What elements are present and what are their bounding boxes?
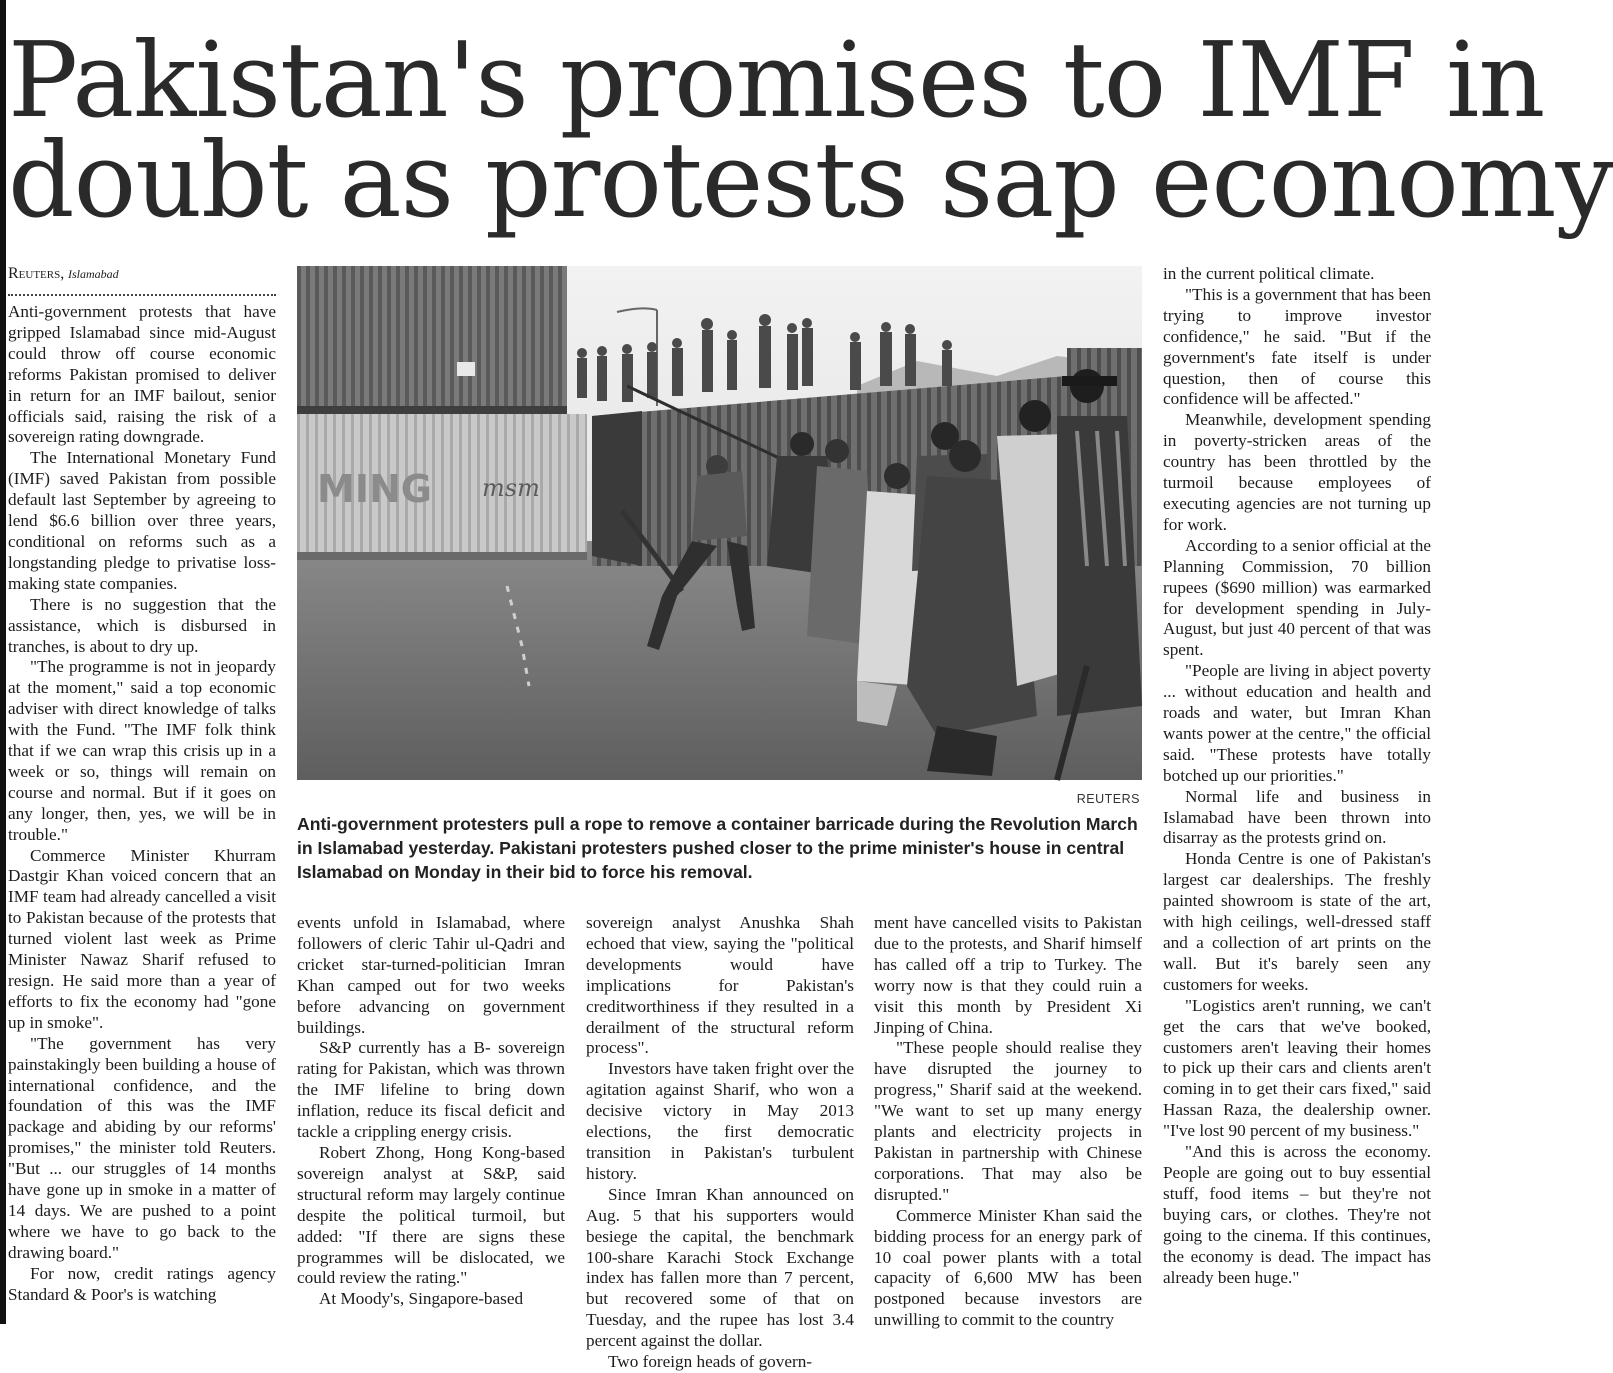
headline-line-1: Pakistan's promises to IMF in [8,19,1545,141]
page-edge-rule [0,0,6,1324]
protest-photo-illustration [297,266,1142,780]
paragraph: Normal life and business in Islamabad have been thrown into disarray as the protests grind on. [1163,786,1431,848]
container-top-edge [297,406,567,414]
paragraph: There is no suggestion that the assistance, which is disbursed in tranches, is about to dry up. [8,594,276,656]
article-column-3 [586,913,854,1372]
byline-place: Islamabad [67,267,119,281]
paragraph: "People are living in abject poverty ... without education and health and roads and water, but Imran Khan wants power at the centre," the official said. "These protests have totally botched up our priorities." [1163,661,1431,785]
paragraph: Since Imran Khan announced on Aug. 5 that his supporters would besiege the capital, the benchmark 100-share Karachi Stock Exchange index has fallen more than 7 percent, but recovered some of that on Tuesday, and the rupee has lost 3.4 percent against the dollar. [586,1184,854,1351]
paragraph: in the current political climate. [1163,264,1375,283]
byline-agency: Reuters, [8,265,65,282]
paragraph: ment have cancelled visits to Pakistan due to the protests, and Sharif himself has called off a trip to Turkey. The worry now is that they could ruin a visit this month by President Xi Jinping of China. [874,913,1142,1037]
article-column-2 [297,913,565,1324]
tilted-container-door [592,411,642,566]
news-photo [297,266,1142,780]
paragraph: Honda Centre is one of Pakistan's largest car dealerships. The freshly painted showroom is state of the art, with high ceilings, well-dressed staff and a collection of art prints on the wall. But it's barely seen any customers for weeks. [1163,849,1431,994]
article-column-5 [1163,264,1431,1324]
paragraph: "And this is across the economy. People are going out to buy essential stuff, food items – but they're not buying cars, or clothes. They're not going to the cinema. If this continues, the economy is dead. The impact has already been huge." [1163,1142,1431,1287]
photo-credit: REUTERS [1076,792,1140,806]
paragraph: "Logistics aren't running, we can't get the cars that we've booked, customers aren't leaving their homes to pick up their cars and clients aren't coming in to get their cars fixed," said Hassan Raza, the dealership owner. "I've lost 90 percent of my business." [1163,995,1431,1141]
article-column-1 [8,264,276,1324]
paragraph: "These people should realise they have disrupted the journey to progress," Sharif said at the weekend. "We want to set up many energy plants and electricity projects in Pakistan in partnership with Chinese corporations. That may also be disrupted." [874,1038,1142,1204]
paragraph: Investors have taken fright over the agitation against Sharif, who won a decisive victory in May 2013 elections, the first democratic transition in Pakistan's turbulent history. [586,1059,854,1183]
paragraph: "This is a government that has been trying to improve investor confidence," he said. "But if the government's fate itself is under question, then of course this confidence will be affected." [1163,284,1431,409]
paragraph: According to a senior official at the Planning Commission, 70 billion rupees ($690 million) was earmarked for development spending in July-August, but just 40 percent of that was spent. [1163,535,1431,660]
paragraph: "The programme is not in jeopardy at the moment," said a top economic adviser with direct knowledge of talks with the Fund. "The IMF folk think that if we can wrap this crisis up in a week or so, things will remain on course and normal. But if it goes on any longer, then, yes, we will be in trouble." [8,657,276,844]
byline-divider [8,294,276,296]
paragraph: events unfold in Islamabad, where followers of cleric Tahir ul-Qadri and cricket star-turned-politician Imran Khan camped out for two weeks before advancing on government buildings. [297,913,565,1037]
article-column-4 [874,913,1142,1330]
byline [8,264,276,286]
container-bottom-edge [297,552,587,560]
paragraph: "The government has very painstakingly been building a house of international confidence, and the foundation of this was the IMF package and abiding by our reforms' promises," the minister told Reuters. "But ... our struggles of 14 months have gone up in smoke in a matter of 14 days. We are pushed to a point where we have to go back to the drawing board." [8,1033,276,1262]
paragraph: S&P currently has a B- sovereign rating for Pakistan, which was thrown the IMF lifeline to bring down inflation, reduce its fiscal deficit and tackle a crippling energy crisis. [297,1038,565,1142]
paragraph: The International Monetary Fund (IMF) saved Pakistan from possible default last September by agreeing to lend $6.6 billion over three years, conditional on reforms such as a longstanding pledge to privatise loss-making state companies. [8,448,276,593]
photo-caption: Anti-government protesters pull a rope to remove a container barricade during the Revolution March in Islamabad yesterday. Pakistani protesters pushed closer to the prime minister's house in central Islamabad on Monday in their bid to force his removal. [297,814,1138,882]
container-lettering: MING [317,467,432,511]
container-graffiti: msm [482,474,540,502]
paragraph: Robert Zhong, Hong Kong-based sovereign analyst at S&P, said structural reform may largely continue despite the political turmoil, but added: "If there are signs these programmes will be dislocated, we could review the rating." [297,1142,565,1288]
paragraph: Anti-government protests that have gripped Islamabad since mid-August could throw off course economic reforms Pakistan promised to deliver in return for an IMF bailout, senior officials said, raising the risk of a sovereign rating downgrade. [8,302,276,447]
paragraph: For now, credit ratings agency Standard & Poor's is watching [8,1263,276,1304]
headline-line-2: doubt as protests sap economy [8,119,1613,241]
paragraph: Commerce Minister Khurram Dastgir Khan voiced concern that an IMF team had already cancelled a visit to Pakistan because of the protests that turned violent last week as Prime Minister Nawaz Sharif refused to resign. He said more than a year of efforts to fix the economy had "gone up in smoke". [8,845,276,1032]
paragraph: Meanwhile, development spending in poverty-stricken areas of the country has been throttled by the turmoil because employees of executing agencies are not turning up for work. [1163,410,1431,534]
headline [8,19,1613,241]
paragraph: Two foreign heads of govern- [608,1352,813,1372]
paragraph: Commerce Minister Khan said the bidding process for an energy park of 10 coal power plants with a total capacity of 6,600 MW has been postponed because investors are unwilling to commit to the country [874,1205,1142,1330]
paragraph: sovereign analyst Anushka Shah echoed that view, saying the "political developments would have implications for Pakistan's creditworthiness if they resulted in a derailment of the structural reform process". [586,913,854,1058]
container-label-plate [457,362,475,376]
paragraph: At Moody's, Singapore-based [319,1289,524,1309]
container-top [297,266,567,411]
